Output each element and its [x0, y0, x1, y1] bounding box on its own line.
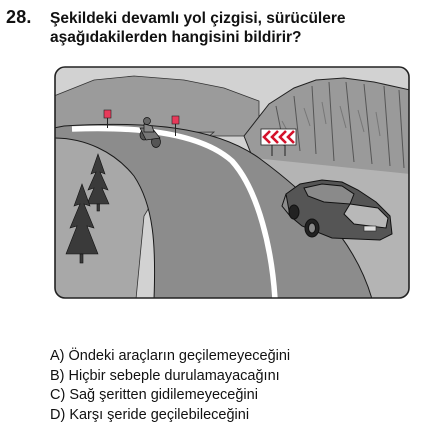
option-b[interactable] — [50, 367, 290, 387]
option-text: Sağ şeritten gidilemeyeceğini — [69, 387, 258, 404]
option-text: Hiçbir sebeple durulamayacağını — [68, 367, 280, 384]
option-text: Öndeki araçların geçilemeyeceğini — [68, 348, 291, 364]
option-c[interactable] — [50, 386, 290, 406]
option-a[interactable] — [50, 347, 290, 367]
answer-options — [50, 347, 290, 425]
option-key: C) — [50, 387, 66, 404]
question-number: 28. — [6, 7, 32, 27]
option-key: A) — [50, 348, 65, 364]
option-d[interactable] — [50, 406, 290, 426]
option-key: D) — [50, 406, 66, 423]
option-key: B) — [50, 367, 65, 384]
question-text: Şekildeki devamlı yol çizgisi, sürücülere aşağıdakilerden hangisini bildirir? — [50, 10, 346, 46]
road-illustration — [54, 66, 410, 299]
option-text: Karşı şeride geçilebileceğini — [69, 406, 250, 423]
